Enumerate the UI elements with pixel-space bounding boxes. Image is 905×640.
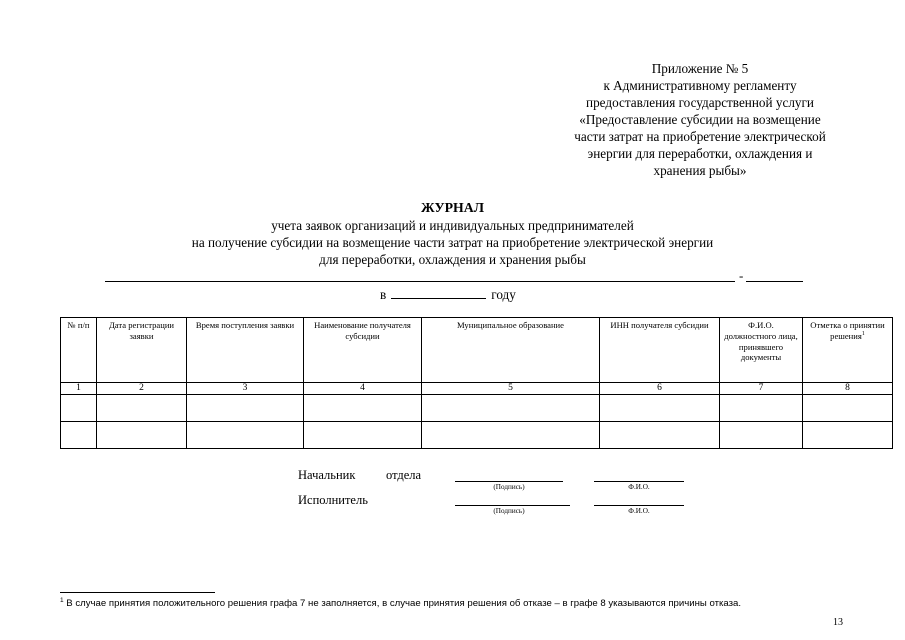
- table-cell: [187, 395, 304, 422]
- col-header-municipality: Муниципальное образование: [422, 318, 600, 383]
- annex-line: части затрат на приобретение электрической: [574, 129, 826, 144]
- footnote-marker: 1: [60, 596, 64, 604]
- journal-subtitle-line-1: учета заявок организаций и индивидуальных предпринимателей: [271, 218, 634, 233]
- footnote-ref: 1: [861, 330, 865, 337]
- column-number-row: [61, 383, 893, 395]
- column-number: 6: [600, 383, 720, 395]
- annex-block: [540, 60, 860, 179]
- col-header-time: Время поступления заявки: [187, 318, 304, 383]
- chief-signature-line: [455, 481, 563, 482]
- journal-subtitle-line-2: на получение субсидии на возмещение части затрат на приобретение электрической энергии: [191, 235, 714, 250]
- annex-line: хранения рыбы»: [653, 163, 747, 178]
- table-cell: [97, 395, 187, 422]
- table-cell: [61, 422, 97, 449]
- column-number: 3: [187, 383, 304, 395]
- col-header-inn: ИНН получателя субсидии: [600, 318, 720, 383]
- table-header-row: [61, 318, 893, 383]
- table-row: [61, 395, 893, 422]
- annex-line: Приложение № 5: [651, 61, 749, 76]
- journal-table: [60, 317, 893, 449]
- table-cell: [803, 395, 893, 422]
- organization-blank: [105, 281, 735, 282]
- footnote: [60, 598, 741, 609]
- column-number: 1: [61, 383, 97, 395]
- decision-header-text: Отметка о принятии решения: [810, 320, 885, 341]
- executor-signature-line: [455, 505, 570, 506]
- table-cell: [304, 422, 422, 449]
- table-cell: [304, 395, 422, 422]
- annex-line: к Административному регламенту: [603, 78, 797, 93]
- organization-blank-short: [746, 281, 803, 282]
- column-number: 2: [97, 383, 187, 395]
- chief-signature-caption: (Подпись): [493, 483, 525, 491]
- executor-label: Исполнитель: [298, 493, 368, 507]
- table-cell: [600, 422, 720, 449]
- page-number: 13: [833, 617, 843, 628]
- dept-label: отдела: [386, 468, 422, 482]
- year-line: [380, 287, 516, 303]
- table-cell: [600, 395, 720, 422]
- chief-fio-caption: Ф.И.О.: [628, 483, 650, 491]
- annex-line: энергии для переработки, охлаждения и: [587, 146, 813, 161]
- table-cell: [97, 422, 187, 449]
- table-cell: [422, 422, 600, 449]
- chief-label: Начальник: [298, 468, 356, 482]
- annex-line: предоставления государственной услуги: [586, 95, 814, 110]
- col-header-decision: [803, 318, 893, 383]
- table-row: [61, 422, 893, 449]
- organization-dash: -: [739, 268, 744, 283]
- col-header-number: № п/п: [61, 318, 97, 383]
- column-number: 7: [720, 383, 803, 395]
- table-cell: [187, 422, 304, 449]
- table-cell: [61, 395, 97, 422]
- organization-fill-line: [105, 270, 803, 284]
- col-header-date: Дата регистрации заявки: [97, 318, 187, 383]
- year-suffix: году: [491, 287, 516, 302]
- annex-line: «Предоставление субсидии на возмещение: [579, 112, 821, 127]
- column-number: 5: [422, 383, 600, 395]
- executor-fio-caption: Ф.И.О.: [628, 507, 650, 515]
- table-cell: [720, 395, 803, 422]
- table-cell: [422, 395, 600, 422]
- col-header-recipient: Наименование получателя субсидии: [304, 318, 422, 383]
- column-number: 8: [803, 383, 893, 395]
- journal-subtitle-line-3: для переработки, охлаждения и хранения рыбы: [319, 252, 586, 267]
- executor-signature-caption: (Подпись): [493, 507, 525, 515]
- table-cell: [720, 422, 803, 449]
- executor-fio-line: [594, 505, 684, 506]
- footnote-text: В случае принятия положительного решения графа 7 не заполняется, в случае принятия решения об отказе – в графе 8 указываются причины отказа.: [63, 598, 742, 609]
- chief-fio-line: [594, 481, 684, 482]
- journal-heading: ЖУРНАЛ: [421, 200, 484, 215]
- year-blank: [391, 288, 486, 299]
- year-prefix: в: [380, 287, 387, 302]
- col-header-official: Ф.И.О. должностного лица, принявшего документы: [720, 318, 803, 383]
- table-cell: [803, 422, 893, 449]
- column-number: 4: [304, 383, 422, 395]
- footnote-separator: [60, 592, 215, 593]
